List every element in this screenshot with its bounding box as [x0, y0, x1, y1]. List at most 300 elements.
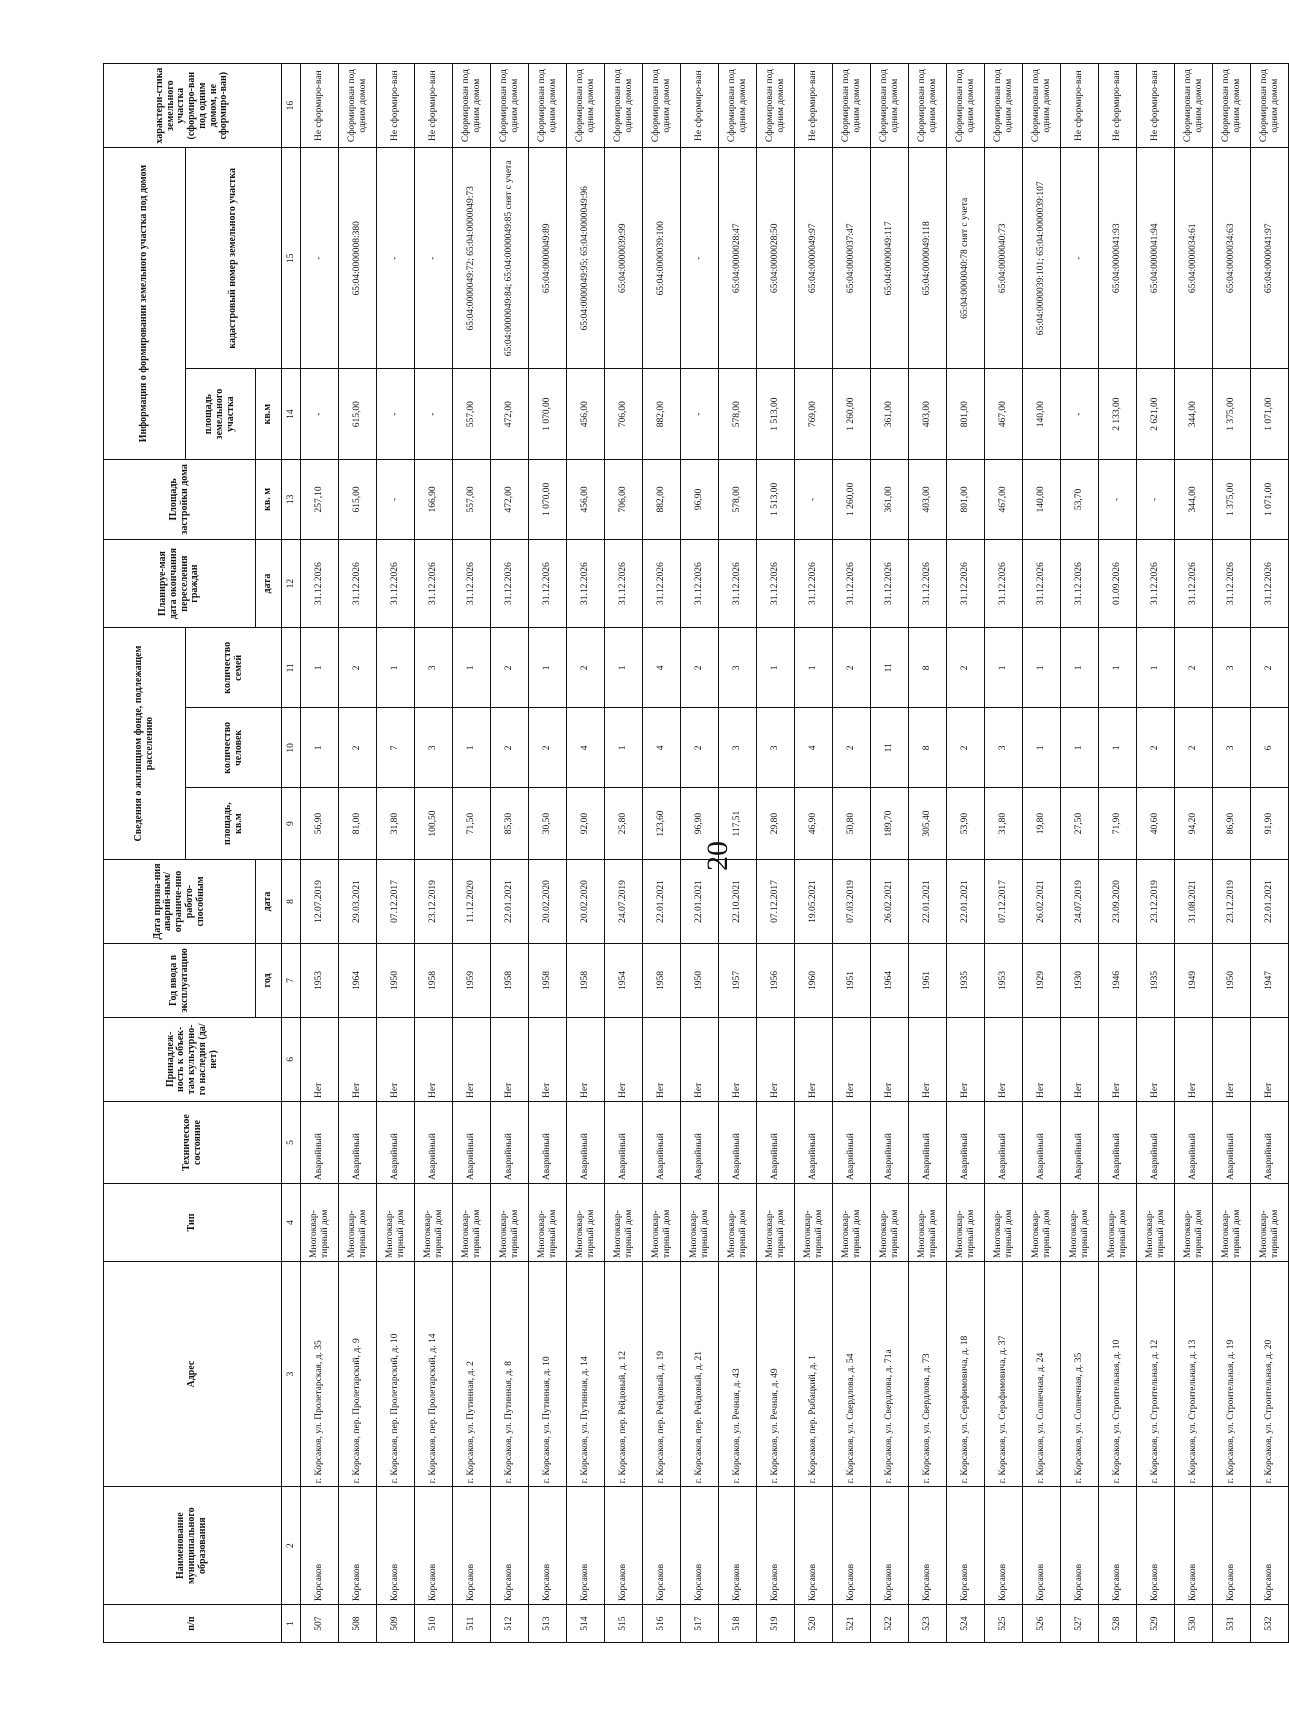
families-cell: 1 — [1023, 628, 1061, 708]
cadastral-cell: 65:04:0000034:61 — [1175, 148, 1213, 369]
people-cell: 4 — [795, 708, 833, 788]
land-character-cell: Не сформиро-ван — [415, 64, 453, 148]
land-character-cell: Сформирован под одним домом — [567, 64, 605, 148]
address-cell: г. Корсаков, пер. Пролетарский, д. 14 — [415, 1261, 453, 1486]
municipality-cell: Корсаков — [1061, 1487, 1099, 1605]
cadastral-cell: - — [377, 148, 415, 369]
column-number: 14 — [282, 369, 301, 460]
land-character-cell: Сформирован под одним домом — [491, 64, 529, 148]
tech-state-cell: Аварийный — [719, 1101, 757, 1183]
recognition-date-cell: 07.12.2017 — [377, 859, 415, 943]
address-cell: г. Корсаков, ул. Речная, д. 43 — [719, 1261, 757, 1486]
land-area-cell: 557,00 — [453, 369, 491, 460]
people-cell: 2 — [681, 708, 719, 788]
year-cell: 1947 — [1251, 944, 1289, 1018]
land-area-cell: 467,00 — [985, 369, 1023, 460]
cadastral-cell: 65:04:0000049:97 — [795, 148, 833, 369]
address-cell: г. Корсаков, ул. Речная, д. 49 — [757, 1261, 795, 1486]
plan-date-cell: 31.12.2026 — [415, 539, 453, 627]
year-cell: 1957 — [719, 944, 757, 1018]
type-cell: Многоквар-тирный дом — [833, 1184, 871, 1262]
land-area-cell: - — [1061, 369, 1099, 460]
build-area-cell: 1 260,00 — [833, 459, 871, 539]
municipality-cell: Корсаков — [1099, 1487, 1137, 1605]
area-cell: 117,51 — [719, 788, 757, 860]
address-cell: г. Корсаков, ул. Серафимовича, д. 37 — [985, 1261, 1023, 1486]
table-row — [377, 64, 415, 1643]
cultural-heritage-cell: Нет — [1023, 1017, 1061, 1101]
plan-date-cell: 31.12.2026 — [301, 539, 339, 627]
tech-state-cell: Аварийный — [909, 1101, 947, 1183]
plan-date-cell: 31.12.2026 — [453, 539, 491, 627]
recognition-date-cell: 22.01.2021 — [909, 859, 947, 943]
recognition-date-cell: 26.02.2021 — [1023, 859, 1061, 943]
people-cell: 2 — [491, 708, 529, 788]
land-character-cell: Сформирован под одним домом — [947, 64, 985, 148]
row-number: 523 — [909, 1605, 947, 1643]
type-cell: Многоквар-тирный дом — [491, 1184, 529, 1262]
year-cell: 1950 — [1213, 944, 1251, 1018]
build-area-cell: 361,00 — [871, 459, 909, 539]
type-cell: Многоквар-тирный дом — [1213, 1184, 1251, 1262]
table-row — [947, 64, 985, 1643]
land-character-cell: Сформирован под одним домом — [1023, 64, 1061, 148]
build-area-cell: 403,00 — [909, 459, 947, 539]
recognition-date-cell: 11.12.2020 — [453, 859, 491, 943]
land-character-cell: Не сформиро-ван — [1099, 64, 1137, 148]
tech-state-cell: Аварийный — [1099, 1101, 1137, 1183]
municipality-cell: Корсаков — [1137, 1487, 1175, 1605]
column-number: 8 — [282, 859, 301, 943]
families-cell: 2 — [681, 628, 719, 708]
plan-date-cell: 31.12.2026 — [681, 539, 719, 627]
header-land-group: Информация о формировании земельного участка под домом — [104, 148, 186, 460]
tech-state-cell: Аварийный — [453, 1101, 491, 1183]
row-number: 529 — [1137, 1605, 1175, 1643]
year-cell: 1951 — [833, 944, 871, 1018]
header-land-area-unit: кв.м — [256, 369, 282, 460]
year-cell: 1950 — [681, 944, 719, 1018]
build-area-cell: 578,00 — [719, 459, 757, 539]
header-num: п/п — [104, 1605, 282, 1643]
row-number: 526 — [1023, 1605, 1061, 1643]
header-build-unit: кв. м — [256, 459, 282, 539]
column-number: 13 — [282, 459, 301, 539]
cultural-heritage-cell: Нет — [605, 1017, 643, 1101]
type-cell: Многоквар-тирный дом — [1175, 1184, 1213, 1262]
cultural-heritage-cell: Нет — [1175, 1017, 1213, 1101]
cultural-heritage-cell: Нет — [567, 1017, 605, 1101]
plan-date-cell: 31.12.2026 — [719, 539, 757, 627]
recognition-date-cell: 12.07.2019 — [301, 859, 339, 943]
recognition-date-cell: 22.01.2021 — [643, 859, 681, 943]
plan-date-cell: 31.12.2026 — [605, 539, 643, 627]
address-cell: г. Корсаков, пер. Рыбацкий, д. 1 — [795, 1261, 833, 1486]
address-cell: г. Корсаков, ул. Строительная, д. 10 — [1099, 1261, 1137, 1486]
address-cell: г. Корсаков, ул. Путинная, д. 14 — [567, 1261, 605, 1486]
build-area-cell: 456,00 — [567, 459, 605, 539]
type-cell: Многоквар-тирный дом — [1061, 1184, 1099, 1262]
families-cell: 2 — [567, 628, 605, 708]
type-cell: Многоквар-тирный дом — [681, 1184, 719, 1262]
column-number: 12 — [282, 539, 301, 627]
families-cell: 3 — [719, 628, 757, 708]
land-area-cell: - — [377, 369, 415, 460]
people-cell: 2 — [1175, 708, 1213, 788]
address-cell: г. Корсаков, ул. Свердлова, д. 71а — [871, 1261, 909, 1486]
column-number: 16 — [282, 64, 301, 148]
cultural-heritage-cell: Нет — [947, 1017, 985, 1101]
families-cell: 1 — [1061, 628, 1099, 708]
municipality-cell: Корсаков — [643, 1487, 681, 1605]
municipality-cell: Корсаков — [1023, 1487, 1061, 1605]
build-area-cell: 882,00 — [643, 459, 681, 539]
row-number: 516 — [643, 1605, 681, 1643]
year-cell: 1961 — [909, 944, 947, 1018]
column-number: 10 — [282, 708, 301, 788]
land-character-cell: Не сформиро-ван — [377, 64, 415, 148]
build-area-cell: - — [1099, 459, 1137, 539]
people-cell: 1 — [453, 708, 491, 788]
families-cell: 1 — [453, 628, 491, 708]
build-area-cell: 615,00 — [339, 459, 377, 539]
people-cell: 1 — [605, 708, 643, 788]
recognition-date-cell: 22.01.2021 — [1251, 859, 1289, 943]
address-cell: г. Корсаков, ул. Путинная, д. 8 — [491, 1261, 529, 1486]
families-cell: 2 — [947, 628, 985, 708]
year-cell: 1935 — [1137, 944, 1175, 1018]
recognition-date-cell: 22.01.2021 — [491, 859, 529, 943]
plan-date-cell: 31.12.2026 — [377, 539, 415, 627]
header-cadastral: кадастровый номер земельного участка — [186, 148, 282, 369]
year-cell: 1930 — [1061, 944, 1099, 1018]
land-character-cell: Сформирован под одним домом — [909, 64, 947, 148]
address-cell: г. Корсаков, ул. Строительная, д. 20 — [1251, 1261, 1289, 1486]
municipality-cell: Корсаков — [1175, 1487, 1213, 1605]
cultural-heritage-cell: Нет — [985, 1017, 1023, 1101]
cultural-heritage-cell: Нет — [453, 1017, 491, 1101]
address-cell: г. Корсаков, ул. Путинная, д. 10 — [529, 1261, 567, 1486]
area-cell: 56,90 — [301, 788, 339, 860]
recognition-date-cell: 22.10.2021 — [719, 859, 757, 943]
year-cell: 1964 — [871, 944, 909, 1018]
plan-date-cell: 31.12.2026 — [529, 539, 567, 627]
families-cell: 4 — [643, 628, 681, 708]
row-number: 524 — [947, 1605, 985, 1643]
land-area-cell: 2 133,00 — [1099, 369, 1137, 460]
cadastral-cell: 65:04:0000041:93 — [1099, 148, 1137, 369]
page-number: 20 — [701, 841, 734, 871]
row-number: 510 — [415, 1605, 453, 1643]
type-cell: Многоквар-тирный дом — [377, 1184, 415, 1262]
land-area-cell: 615,00 — [339, 369, 377, 460]
row-number: 528 — [1099, 1605, 1137, 1643]
cadastral-cell: 65:04:0000034:63 — [1213, 148, 1251, 369]
row-number: 522 — [871, 1605, 909, 1643]
cultural-heritage-cell: Нет — [681, 1017, 719, 1101]
area-cell: 30,50 — [529, 788, 567, 860]
municipality-cell: Корсаков — [453, 1487, 491, 1605]
people-cell: 1 — [1023, 708, 1061, 788]
build-area-cell: 53,70 — [1061, 459, 1099, 539]
area-cell: 94,20 — [1175, 788, 1213, 860]
address-cell: г. Корсаков, пер. Рейдовый, д. 19 — [643, 1261, 681, 1486]
column-number: 1 — [282, 1605, 301, 1643]
land-area-cell: 769,00 — [795, 369, 833, 460]
table-row — [1175, 64, 1213, 1643]
cadastral-cell: 65:04:0000049:72; 65:04:0000049:73 — [453, 148, 491, 369]
year-cell: 1950 — [377, 944, 415, 1018]
build-area-cell: 140,00 — [1023, 459, 1061, 539]
row-number: 519 — [757, 1605, 795, 1643]
header-municipality: Наименование муниципального образования — [104, 1487, 282, 1605]
type-cell: Многоквар-тирный дом — [947, 1184, 985, 1262]
area-cell: 71,50 — [453, 788, 491, 860]
cultural-heritage-cell: Нет — [1251, 1017, 1289, 1101]
recognition-date-cell: 24.07.2019 — [1061, 859, 1099, 943]
area-cell: 71,90 — [1099, 788, 1137, 860]
table-row — [871, 64, 909, 1643]
land-character-cell: Сформирован под одним домом — [643, 64, 681, 148]
area-cell: 25,80 — [605, 788, 643, 860]
land-area-cell: 801,00 — [947, 369, 985, 460]
year-cell: 1954 — [605, 944, 643, 1018]
people-cell: 2 — [1137, 708, 1175, 788]
land-area-cell: - — [301, 369, 339, 460]
land-character-cell: Сформирован под одним домом — [757, 64, 795, 148]
cadastral-cell: 65:04:0000049:84; 65:04:0000049:85 снят с учета — [491, 148, 529, 369]
tech-state-cell: Аварийный — [1061, 1101, 1099, 1183]
rotated-table-container — [103, 63, 1280, 1643]
municipality-cell: Корсаков — [491, 1487, 529, 1605]
type-cell: Многоквар-тирный дом — [339, 1184, 377, 1262]
row-number: 518 — [719, 1605, 757, 1643]
year-cell: 1958 — [567, 944, 605, 1018]
land-character-cell: Сформирован под одним домом — [833, 64, 871, 148]
land-character-cell: Сформирован под одним домом — [719, 64, 757, 148]
row-number: 513 — [529, 1605, 567, 1643]
land-area-cell: 403,00 — [909, 369, 947, 460]
municipality-cell: Корсаков — [719, 1487, 757, 1605]
type-cell: Многоквар-тирный дом — [301, 1184, 339, 1262]
recognition-date-cell: 23.12.2019 — [415, 859, 453, 943]
land-area-cell: 456,00 — [567, 369, 605, 460]
area-cell: 96,90 — [681, 788, 719, 860]
area-cell: 40,60 — [1137, 788, 1175, 860]
tech-state-cell: Аварийный — [1251, 1101, 1289, 1183]
cultural-heritage-cell: Нет — [415, 1017, 453, 1101]
land-character-cell: Сформирован под одним домом — [871, 64, 909, 148]
build-area-cell: 1 513,00 — [757, 459, 795, 539]
families-cell: 11 — [871, 628, 909, 708]
plan-date-cell: 31.12.2026 — [1175, 539, 1213, 627]
build-area-cell: 344,00 — [1175, 459, 1213, 539]
cadastral-cell: 65:04:0000008:380 — [339, 148, 377, 369]
area-cell: 50,80 — [833, 788, 871, 860]
plan-date-cell: 31.12.2026 — [1213, 539, 1251, 627]
header-land-character: характери-стика земельного участка (сформиро-ван под одним домом, не сформиро-ван) — [104, 64, 282, 148]
people-cell: 11 — [871, 708, 909, 788]
tech-state-cell: Аварийный — [339, 1101, 377, 1183]
cadastral-cell: 65:04:0000041:97 — [1251, 148, 1289, 369]
type-cell: Многоквар-тирный дом — [1137, 1184, 1175, 1262]
year-cell: 1958 — [415, 944, 453, 1018]
table-row — [643, 64, 681, 1643]
land-area-cell: 344,00 — [1175, 369, 1213, 460]
land-area-cell: 140,00 — [1023, 369, 1061, 460]
address-cell: г. Корсаков, пер. Рейдовый, д. 12 — [605, 1261, 643, 1486]
recognition-date-cell: 22.01.2021 — [947, 859, 985, 943]
municipality-cell: Корсаков — [1251, 1487, 1289, 1605]
cultural-heritage-cell: Нет — [1061, 1017, 1099, 1101]
build-area-cell: 96,90 — [681, 459, 719, 539]
cultural-heritage-cell: Нет — [377, 1017, 415, 1101]
plan-date-cell: 31.12.2026 — [795, 539, 833, 627]
cadastral-cell: 65:04:0000039:100 — [643, 148, 681, 369]
column-number: 6 — [282, 1017, 301, 1101]
header-housing-group: Сведения о жилищном фонде, подлежащем расселению — [104, 628, 186, 860]
area-cell: 100,50 — [415, 788, 453, 860]
table-row — [453, 64, 491, 1643]
people-cell: 1 — [1061, 708, 1099, 788]
cultural-heritage-cell: Нет — [795, 1017, 833, 1101]
tech-state-cell: Аварийный — [757, 1101, 795, 1183]
table-row — [1213, 64, 1251, 1643]
land-area-cell: 882,00 — [643, 369, 681, 460]
type-cell: Многоквар-тирный дом — [795, 1184, 833, 1262]
year-cell: 1960 — [795, 944, 833, 1018]
table-row — [681, 64, 719, 1643]
cultural-heritage-cell: Нет — [1137, 1017, 1175, 1101]
area-cell: 86,90 — [1213, 788, 1251, 860]
address-cell: г. Корсаков, ул. Свердлова, д. 73 — [909, 1261, 947, 1486]
type-cell: Многоквар-тирный дом — [757, 1184, 795, 1262]
recognition-date-cell: 23.12.2019 — [1137, 859, 1175, 943]
land-character-cell: Не сформиро-ван — [681, 64, 719, 148]
plan-date-cell: 31.12.2026 — [947, 539, 985, 627]
cultural-heritage-cell: Нет — [301, 1017, 339, 1101]
header-type: Тип — [104, 1184, 282, 1262]
header-plan-group: Планируе-мая дата окончания переселения граждан — [104, 539, 256, 627]
families-cell: 1 — [377, 628, 415, 708]
cultural-heritage-cell: Нет — [871, 1017, 909, 1101]
tech-state-cell: Аварийный — [491, 1101, 529, 1183]
land-character-cell: Сформирован под одним домом — [339, 64, 377, 148]
land-character-cell: Сформирован под одним домом — [529, 64, 567, 148]
plan-date-cell: 31.12.2026 — [1137, 539, 1175, 627]
families-cell: 2 — [1175, 628, 1213, 708]
build-area-cell: 257,10 — [301, 459, 339, 539]
area-cell: 53,90 — [947, 788, 985, 860]
people-cell: 1 — [301, 708, 339, 788]
land-area-cell: 1 071,00 — [1251, 369, 1289, 460]
table-body — [301, 64, 1289, 1643]
column-number: 2 — [282, 1487, 301, 1605]
type-cell: Многоквар-тирный дом — [1023, 1184, 1061, 1262]
land-character-cell: Сформирован под одним домом — [453, 64, 491, 148]
plan-date-cell: 31.12.2026 — [339, 539, 377, 627]
area-cell: 81,00 — [339, 788, 377, 860]
year-cell: 1958 — [529, 944, 567, 1018]
cadastral-cell: 65:04:0000040:73 — [985, 148, 1023, 369]
municipality-cell: Корсаков — [567, 1487, 605, 1605]
row-number: 511 — [453, 1605, 491, 1643]
build-area-cell: 472,00 — [491, 459, 529, 539]
address-cell: г. Корсаков, пер. Пролетарский, д. 10 — [377, 1261, 415, 1486]
land-character-cell: Сформирован под одним домом — [605, 64, 643, 148]
table-row — [1023, 64, 1061, 1643]
cadastral-cell: 65:04:0000041:94 — [1137, 148, 1175, 369]
row-number: 521 — [833, 1605, 871, 1643]
address-cell: г. Корсаков, ул. Строительная, д. 19 — [1213, 1261, 1251, 1486]
tech-state-cell: Аварийный — [1023, 1101, 1061, 1183]
land-character-cell: Не сформиро-ван — [795, 64, 833, 148]
year-cell: 1956 — [757, 944, 795, 1018]
build-area-cell: - — [795, 459, 833, 539]
row-number: 514 — [567, 1605, 605, 1643]
table-row — [1099, 64, 1137, 1643]
municipality-cell: Корсаков — [681, 1487, 719, 1605]
year-cell: 1929 — [1023, 944, 1061, 1018]
type-cell: Многоквар-тирный дом — [1251, 1184, 1289, 1262]
build-area-cell: - — [377, 459, 415, 539]
type-cell: Многоквар-тирный дом — [605, 1184, 643, 1262]
plan-date-cell: 31.12.2026 — [1061, 539, 1099, 627]
header-cultural-heritage: Принадлеж-ность к объек-там культурно-го наследия (да/нет) — [104, 1017, 282, 1101]
cadastral-cell: 65:04:0000039:99 — [605, 148, 643, 369]
cultural-heritage-cell: Нет — [1099, 1017, 1137, 1101]
families-cell: 2 — [1251, 628, 1289, 708]
build-area-cell: 557,00 — [453, 459, 491, 539]
plan-date-cell: 31.12.2026 — [1023, 539, 1061, 627]
recognition-date-cell: 29.03.2021 — [339, 859, 377, 943]
type-cell: Многоквар-тирный дом — [415, 1184, 453, 1262]
area-cell: 91,90 — [1251, 788, 1289, 860]
cultural-heritage-cell: Нет — [1213, 1017, 1251, 1101]
plan-date-cell: 31.12.2026 — [757, 539, 795, 627]
column-number: 9 — [282, 788, 301, 860]
tech-state-cell: Аварийный — [415, 1101, 453, 1183]
recognition-date-cell: 20.02.2020 — [567, 859, 605, 943]
people-cell: 6 — [1251, 708, 1289, 788]
area-cell: 189,70 — [871, 788, 909, 860]
plan-date-cell: 31.12.2026 — [643, 539, 681, 627]
header-tech-state: Техническое состояние — [104, 1101, 282, 1183]
tech-state-cell: Аварийный — [1137, 1101, 1175, 1183]
table-row — [301, 64, 339, 1643]
address-cell: г. Корсаков, ул. Путинная, д. 2 — [453, 1261, 491, 1486]
tech-state-cell: Аварийный — [567, 1101, 605, 1183]
type-cell: Многоквар-тирный дом — [567, 1184, 605, 1262]
land-area-cell: 1 513,00 — [757, 369, 795, 460]
table-row — [339, 64, 377, 1643]
column-number: 11 — [282, 628, 301, 708]
people-cell: 3 — [719, 708, 757, 788]
cultural-heritage-cell: Нет — [719, 1017, 757, 1101]
municipality-cell: Корсаков — [529, 1487, 567, 1605]
header-year-group: Год ввода в эксплуатацию — [104, 944, 256, 1018]
families-cell: 1 — [529, 628, 567, 708]
municipality-cell: Корсаков — [757, 1487, 795, 1605]
recognition-date-cell: 07.12.2017 — [985, 859, 1023, 943]
plan-date-cell: 31.12.2026 — [871, 539, 909, 627]
cadastral-cell: 65:04:0000049:117 — [871, 148, 909, 369]
type-cell: Многоквар-тирный дом — [719, 1184, 757, 1262]
cultural-heritage-cell: Нет — [909, 1017, 947, 1101]
address-cell: г. Корсаков, пер. Пролетарский, д. 9 — [339, 1261, 377, 1486]
header-plan-unit: дата — [256, 539, 282, 627]
address-cell: г. Корсаков, ул. Свердлова, д. 54 — [833, 1261, 871, 1486]
